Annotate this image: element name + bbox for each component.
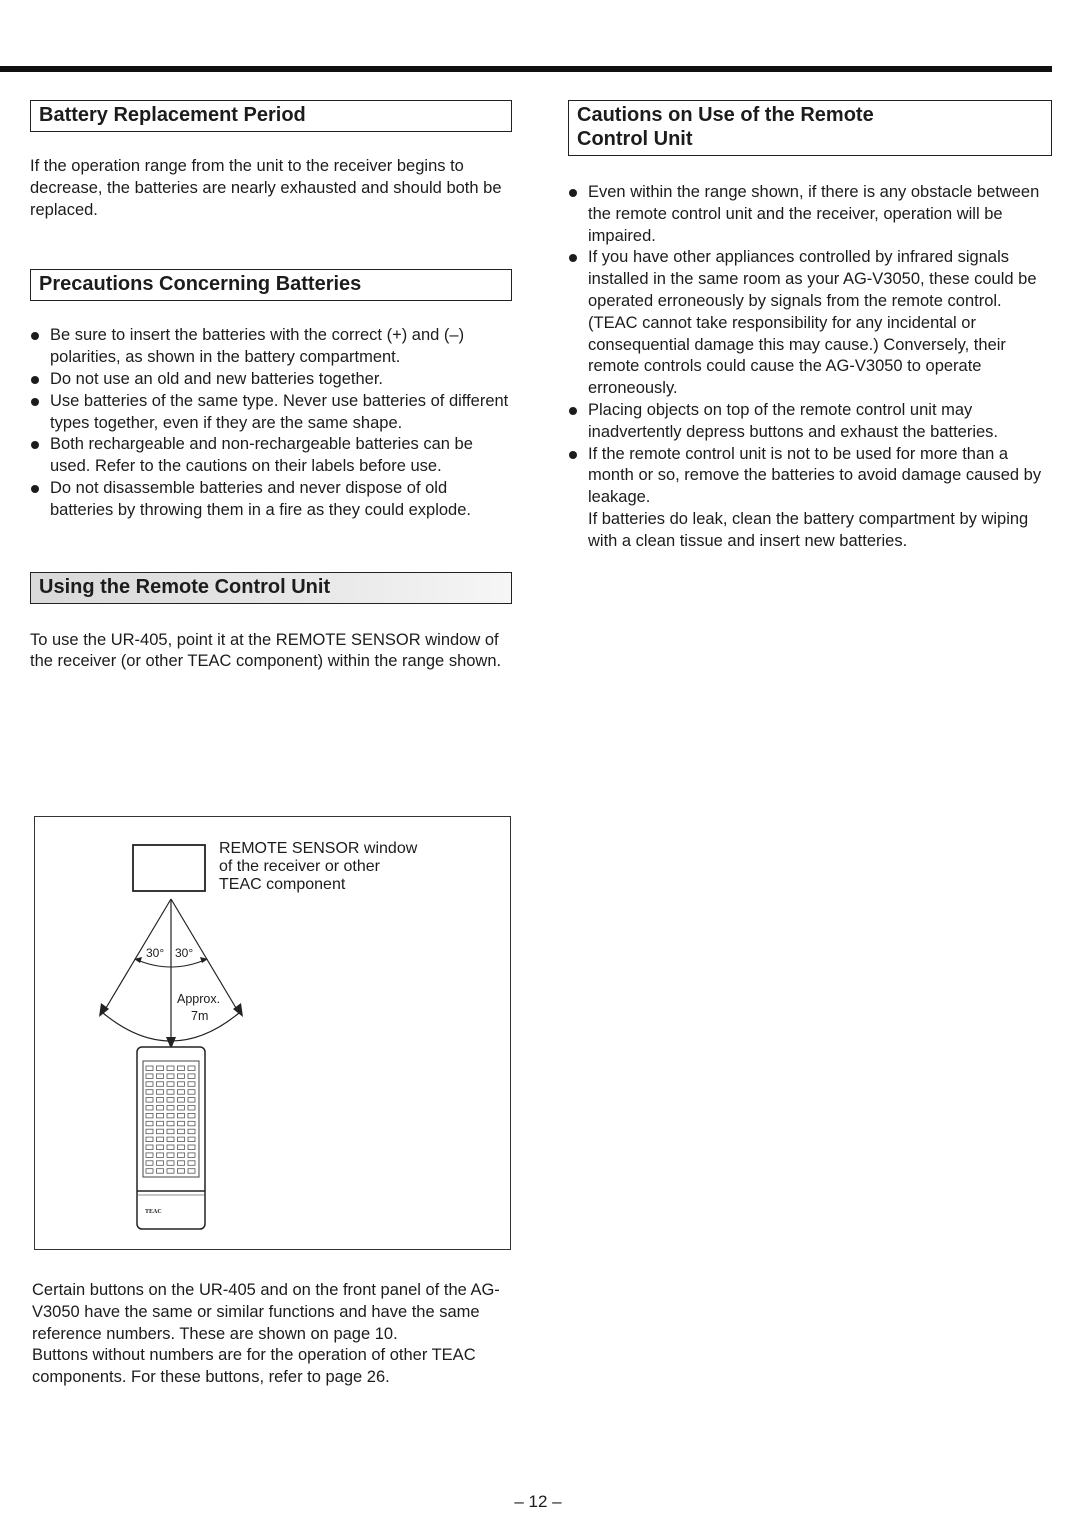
- precaution-item: Both rechargeable and non-rechargeable batteries can be used. Refer to the cautions on their labels before use.: [30, 434, 512, 478]
- remote-note-2: Buttons without numbers are for the operation of other TEAC components. For these buttons, refer to page 26.: [32, 1346, 476, 1387]
- precaution-item: Be sure to insert the batteries with the correct (+) and (–) polarities, as shown in the battery compartment.: [30, 325, 512, 369]
- cautions-heading-line2: Control Unit: [577, 128, 693, 150]
- cautions-heading-line1: Cautions on Use of the Remote: [577, 104, 874, 126]
- cautions-list: [568, 182, 1052, 553]
- precaution-item: Do not use an old and new batteries together.: [30, 369, 512, 391]
- battery-period-heading: Battery Replacement Period: [30, 100, 512, 132]
- right-column: [568, 100, 1052, 553]
- angle-right-label: 30°: [175, 946, 194, 960]
- sensor-label-line2: of the receiver or other: [219, 858, 380, 875]
- remote-brand-label: TEAC: [145, 1209, 162, 1215]
- precautions-list: [30, 325, 512, 521]
- page-number: – 12 –: [514, 1492, 562, 1511]
- caution-item: Even within the range shown, if there is any obstacle between the remote control unit and the receiver, operation will be impaired.: [568, 182, 1052, 247]
- caution-item: If you have other appliances controlled by infrared signals installed in the same room as your AG-V3050, these could be operated erroneously by signals from the remote control. (TEAC cannot take responsibility for any incidental or consequential damage this may cause.) Conversely, their remote controls could cause the AG-V3050 to operate erroneously.: [568, 247, 1052, 400]
- distance-label-line2: 7m: [191, 1009, 209, 1023]
- sensor-label-line1: REMOTE SENSOR window: [219, 840, 418, 857]
- cautions-heading: [568, 100, 1052, 156]
- sensor-window-icon: [133, 845, 205, 891]
- using-remote-text: To use the UR-405, point it at the REMOTE SENSOR window of the receiver (or other TEAC component) within the range shown.: [30, 630, 502, 671]
- caution-item-text: If the remote control unit is not to be used for more than a month or so, remove the batteries to avoid damage caused by leakage.: [588, 444, 1042, 507]
- caution-item: [568, 444, 1052, 553]
- precautions-heading: Precautions Concerning Batteries: [30, 269, 512, 301]
- distance-label-line1: Approx.: [177, 992, 221, 1006]
- using-remote-heading: Using the Remote Control Unit: [30, 572, 512, 604]
- range-diagram-svg: [35, 817, 512, 1251]
- precaution-item: Do not disassemble batteries and never dispose of old batteries by throwing them in a fire as they could explode.: [30, 478, 512, 522]
- angle-left-label: 30°: [146, 946, 165, 960]
- caution-item: Placing objects on top of the remote control unit may inadvertently depress buttons and exhaust the batteries.: [568, 400, 1052, 444]
- precaution-item: Use batteries of the same type. Never use batteries of different types together, even if they are the same shape.: [30, 391, 512, 435]
- remote-control-icon: [137, 1047, 205, 1229]
- battery-period-text: If the operation range from the unit to the receiver begins to decrease, the batteries are nearly exhausted and should both be replaced.: [30, 157, 502, 219]
- remote-notes: [32, 1280, 512, 1389]
- range-diagram: [34, 816, 511, 1250]
- remote-note-1: Certain buttons on the UR-405 and on the front panel of the AG-V3050 have the same or similar functions and have the same reference numbers. These are shown on page 10.: [32, 1281, 500, 1343]
- caution-item-continuation: If batteries do leak, clean the battery compartment by wiping with a clean tissue and insert new batteries.: [588, 509, 1029, 550]
- sensor-label-line3: TEAC component: [219, 876, 346, 893]
- left-column: [30, 100, 512, 673]
- top-rule: [0, 66, 1052, 72]
